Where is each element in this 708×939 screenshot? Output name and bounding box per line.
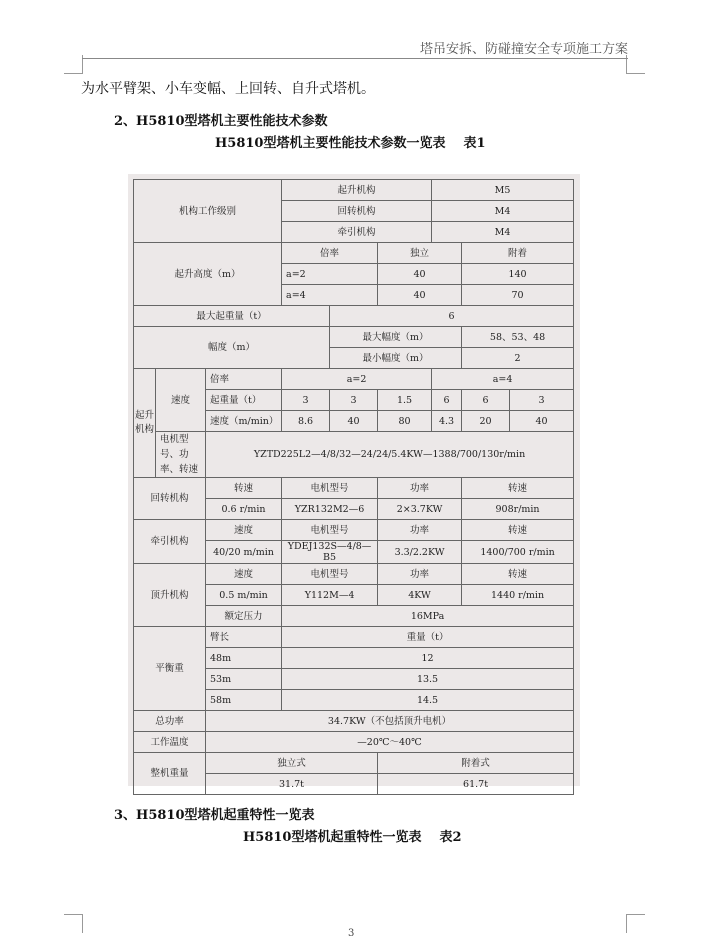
machine-weight-attach: 61.7t (378, 774, 574, 795)
lift-height-rate: a=4 (282, 285, 378, 306)
lift-height-attach: 140 (462, 264, 574, 285)
parameter-table (133, 179, 574, 795)
trolley-power: 3.3/2.2KW (378, 541, 462, 564)
header-rule (82, 58, 628, 59)
climb-pressure-value: 16MPa (282, 606, 574, 627)
work-level-name: 牵引机构 (282, 222, 432, 243)
hoist-load-label: 起重量（t） (206, 390, 282, 411)
machine-weight-label: 整机重量 (134, 753, 206, 795)
max-load-value: 6 (330, 306, 574, 327)
slew-speed: 0.6 r/min (206, 499, 282, 520)
hoist-rate-a2: a=2 (282, 369, 432, 390)
trolley-label: 牵引机构 (134, 520, 206, 564)
lift-height-indep: 40 (378, 264, 462, 285)
lift-height-label: 起升高度（m） (134, 243, 282, 306)
work-level-value: M5 (432, 180, 574, 201)
lift-height-rate: a=2 (282, 264, 378, 285)
table-2-number: 表2 (439, 830, 462, 845)
hoist-speed: 20 (462, 411, 510, 432)
total-power-value: 34.7KW（不包括顶升电机） (206, 711, 574, 732)
climb-speed: 0.5 m/min (206, 585, 282, 606)
climb-power: 4KW (378, 585, 462, 606)
corner-mark-bottom-right (626, 914, 645, 933)
hoist-speed-label: 速度 (156, 369, 206, 432)
hoist-load: 3 (282, 390, 330, 411)
lift-height-attach-header: 附着 (462, 243, 574, 264)
corner-mark-top-left (64, 55, 83, 74)
hoist-rate-a4: a=4 (432, 369, 574, 390)
climb-model: Y112M—4 (282, 585, 378, 606)
climb-rpm: 1440 r/min (462, 585, 574, 606)
work-level-value: M4 (432, 201, 574, 222)
page-number: 3 (348, 928, 355, 939)
hoist-load: 3 (510, 390, 574, 411)
max-load-label: 最大起重量（t） (134, 306, 330, 327)
climb-speed-header: 速度 (206, 564, 282, 585)
total-power-label: 总功率 (134, 711, 206, 732)
slew-model: YZR132M2—6 (282, 499, 378, 520)
hoist-load: 3 (330, 390, 378, 411)
radius-name: 最小幅度（m） (330, 348, 462, 369)
counterweight-weight: 12 (282, 648, 574, 669)
hoist-speed: 80 (378, 411, 432, 432)
slew-label: 回转机构 (134, 478, 206, 520)
work-level-name: 起升机构 (282, 180, 432, 201)
hoist-label: 起升机构 (134, 369, 156, 478)
table-2-caption (243, 826, 462, 845)
work-level-name: 回转机构 (282, 201, 432, 222)
lift-height-indep: 40 (378, 285, 462, 306)
hoist-motor-value: YZTD225L2—4/8/32—24/24/5.4KW—1388/700/130r/min (206, 432, 574, 478)
slew-power: 2×3.7KW (378, 499, 462, 520)
trolley-rpm-header: 转速 (462, 520, 574, 541)
trolley-power-header: 功率 (378, 520, 462, 541)
work-level-label: 机构工作级别 (134, 180, 282, 243)
counterweight-arm: 48m (206, 648, 282, 669)
counterweight-arm: 58m (206, 690, 282, 711)
hoist-load: 6 (432, 390, 462, 411)
hoist-load: 1.5 (378, 390, 432, 411)
hoist-motor-label: 电机型号、功率、转速 (156, 432, 206, 478)
counterweight-weight-header: 重量（t） (282, 627, 574, 648)
lift-height-attach: 70 (462, 285, 574, 306)
hoist-load: 6 (462, 390, 510, 411)
table-1-caption (215, 132, 486, 151)
hoist-rate-label: 倍率 (206, 369, 282, 390)
trolley-model: YDEJ132S—4/8—B5 (282, 541, 378, 564)
trolley-speed-header: 速度 (206, 520, 282, 541)
machine-weight-attach-header: 附着式 (378, 753, 574, 774)
slew-speed-header: 转速 (206, 478, 282, 499)
slew-rpm-header: 转速 (462, 478, 574, 499)
slew-model-header: 电机型号 (282, 478, 378, 499)
lift-height-indep-header: 独立 (378, 243, 462, 264)
radius-value: 2 (462, 348, 574, 369)
slew-rpm: 908r/min (462, 499, 574, 520)
hoist-speed: 40 (330, 411, 378, 432)
work-level-value: M4 (432, 222, 574, 243)
lift-height-rate-header: 倍率 (282, 243, 378, 264)
climb-rpm-header: 转速 (462, 564, 574, 585)
section-3-heading: 3、H5810型塔机起重特性一览表 (114, 808, 315, 823)
hoist-speed-row-label: 速度（m/min） (206, 411, 282, 432)
counterweight-label: 平衡重 (134, 627, 206, 711)
work-temp-label: 工作温度 (134, 732, 206, 753)
radius-name: 最大幅度（m） (330, 327, 462, 348)
hoist-speed: 8.6 (282, 411, 330, 432)
radius-label: 幅度（m） (134, 327, 330, 369)
climb-pressure-label: 额定压力 (206, 606, 282, 627)
section-2-heading: 2、H5810型塔机主要性能技术参数 (114, 114, 328, 129)
page-header-title: 塔吊安拆、防碰撞安全专项施工方案 (419, 42, 628, 57)
slew-power-header: 功率 (378, 478, 462, 499)
parameter-table-scan (128, 174, 580, 790)
counterweight-arm-header: 臂长 (206, 627, 282, 648)
machine-weight-indep-header: 独立式 (206, 753, 378, 774)
corner-mark-top-right (626, 55, 645, 74)
trolley-model-header: 电机型号 (282, 520, 378, 541)
climb-label: 顶升机构 (134, 564, 206, 627)
trolley-rpm: 1400/700 r/min (462, 541, 574, 564)
radius-value: 58、53、48 (462, 327, 574, 348)
trolley-speed: 40/20 m/min (206, 541, 282, 564)
counterweight-weight: 13.5 (282, 669, 574, 690)
climb-power-header: 功率 (378, 564, 462, 585)
machine-weight-indep: 31.7t (206, 774, 378, 795)
counterweight-weight: 14.5 (282, 690, 574, 711)
table-1-number: 表1 (463, 136, 486, 151)
climb-model-header: 电机型号 (282, 564, 378, 585)
table-1-caption-text: H5810型塔机主要性能技术参数一览表 (215, 136, 446, 151)
work-temp-value: —20℃～40℃ (206, 732, 574, 753)
hoist-speed: 4.3 (432, 411, 462, 432)
intro-paragraph: 为水平臂架、小车变幅、上回转、自升式塔机。 (81, 81, 375, 97)
hoist-speed: 40 (510, 411, 574, 432)
table-2-caption-text: H5810型塔机起重特性一览表 (243, 830, 422, 845)
corner-mark-bottom-left (64, 914, 83, 933)
counterweight-arm: 53m (206, 669, 282, 690)
